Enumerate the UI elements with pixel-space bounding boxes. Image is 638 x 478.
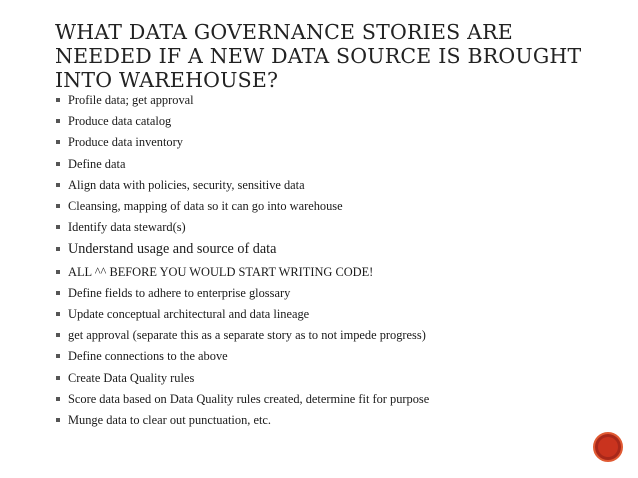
bullet-text: Define connections to the above [68, 349, 228, 364]
bullet-item [56, 368, 616, 389]
bullet-text: Profile data; get approval [68, 93, 194, 107]
bullet-item [56, 346, 616, 367]
square-bullet-icon [56, 204, 60, 208]
square-bullet-icon [56, 376, 60, 380]
bullet-text: Munge data to clear out punctuation, etc. [68, 413, 271, 428]
bullet-text: Create Data Quality rules [68, 370, 195, 385]
bullet-item [56, 262, 616, 283]
bullet-item [56, 196, 616, 217]
bullet-item [56, 132, 616, 153]
square-bullet-icon [56, 98, 60, 102]
square-bullet-icon [56, 397, 60, 401]
bullet-text: Cleansing, mapping of data so it can go into warehouse [68, 198, 343, 213]
slide-title-line: INTO WAREHOUSE? [55, 68, 279, 92]
slide-title-line: WHAT DATA GOVERNANCE STORIES ARE [55, 20, 513, 44]
bullet-text: Update conceptual architectural and data lineage [68, 307, 310, 322]
bullet-text: get approval (separate this as a separate story as to not impede progress) [68, 328, 426, 343]
square-bullet-icon [56, 418, 60, 422]
square-bullet-icon [56, 312, 60, 316]
bullet-item [56, 175, 616, 196]
bullet-item [56, 217, 616, 238]
slide-title [55, 20, 615, 92]
slide-number-badge-icon [593, 432, 623, 462]
bullet-text: ALL ^^ BEFORE YOU WOULD START WRITING CODE! [68, 264, 374, 279]
bullet-text: Produce data inventory [68, 135, 183, 150]
bullet-item [56, 238, 616, 261]
square-bullet-icon [56, 354, 60, 358]
bullet-text: Align data with policies, security, sensitive data [68, 177, 305, 192]
bullet-item [56, 283, 616, 304]
bullet-text: Score data based on Data Quality rules created, determine fit for purpose [68, 391, 430, 406]
bullet-item [56, 304, 616, 325]
bullet-text: Define data [68, 156, 126, 171]
square-bullet-icon [56, 333, 60, 337]
square-bullet-icon [56, 119, 60, 123]
bullet-item [56, 325, 616, 346]
bullet-text: Identify data steward(s) [68, 220, 186, 235]
square-bullet-icon [56, 183, 60, 187]
bullet-item [56, 389, 616, 410]
bullet-text: Define fields to adhere to enterprise glossary [68, 285, 291, 300]
bullet-item [56, 154, 616, 175]
square-bullet-icon [56, 162, 60, 166]
square-bullet-icon [56, 270, 60, 274]
bullet-list [56, 90, 616, 431]
bullet-text: Understand usage and source of data [68, 241, 277, 258]
bullet-item [56, 90, 616, 111]
slide-title-line: NEEDED IF A NEW DATA SOURCE IS BROUGHT [55, 44, 582, 68]
square-bullet-icon [56, 247, 60, 251]
square-bullet-icon [56, 225, 60, 229]
bullet-item [56, 111, 616, 132]
bullet-text: Produce data catalog [68, 114, 172, 129]
bullet-item [56, 410, 616, 431]
square-bullet-icon [56, 140, 60, 144]
square-bullet-icon [56, 291, 60, 295]
